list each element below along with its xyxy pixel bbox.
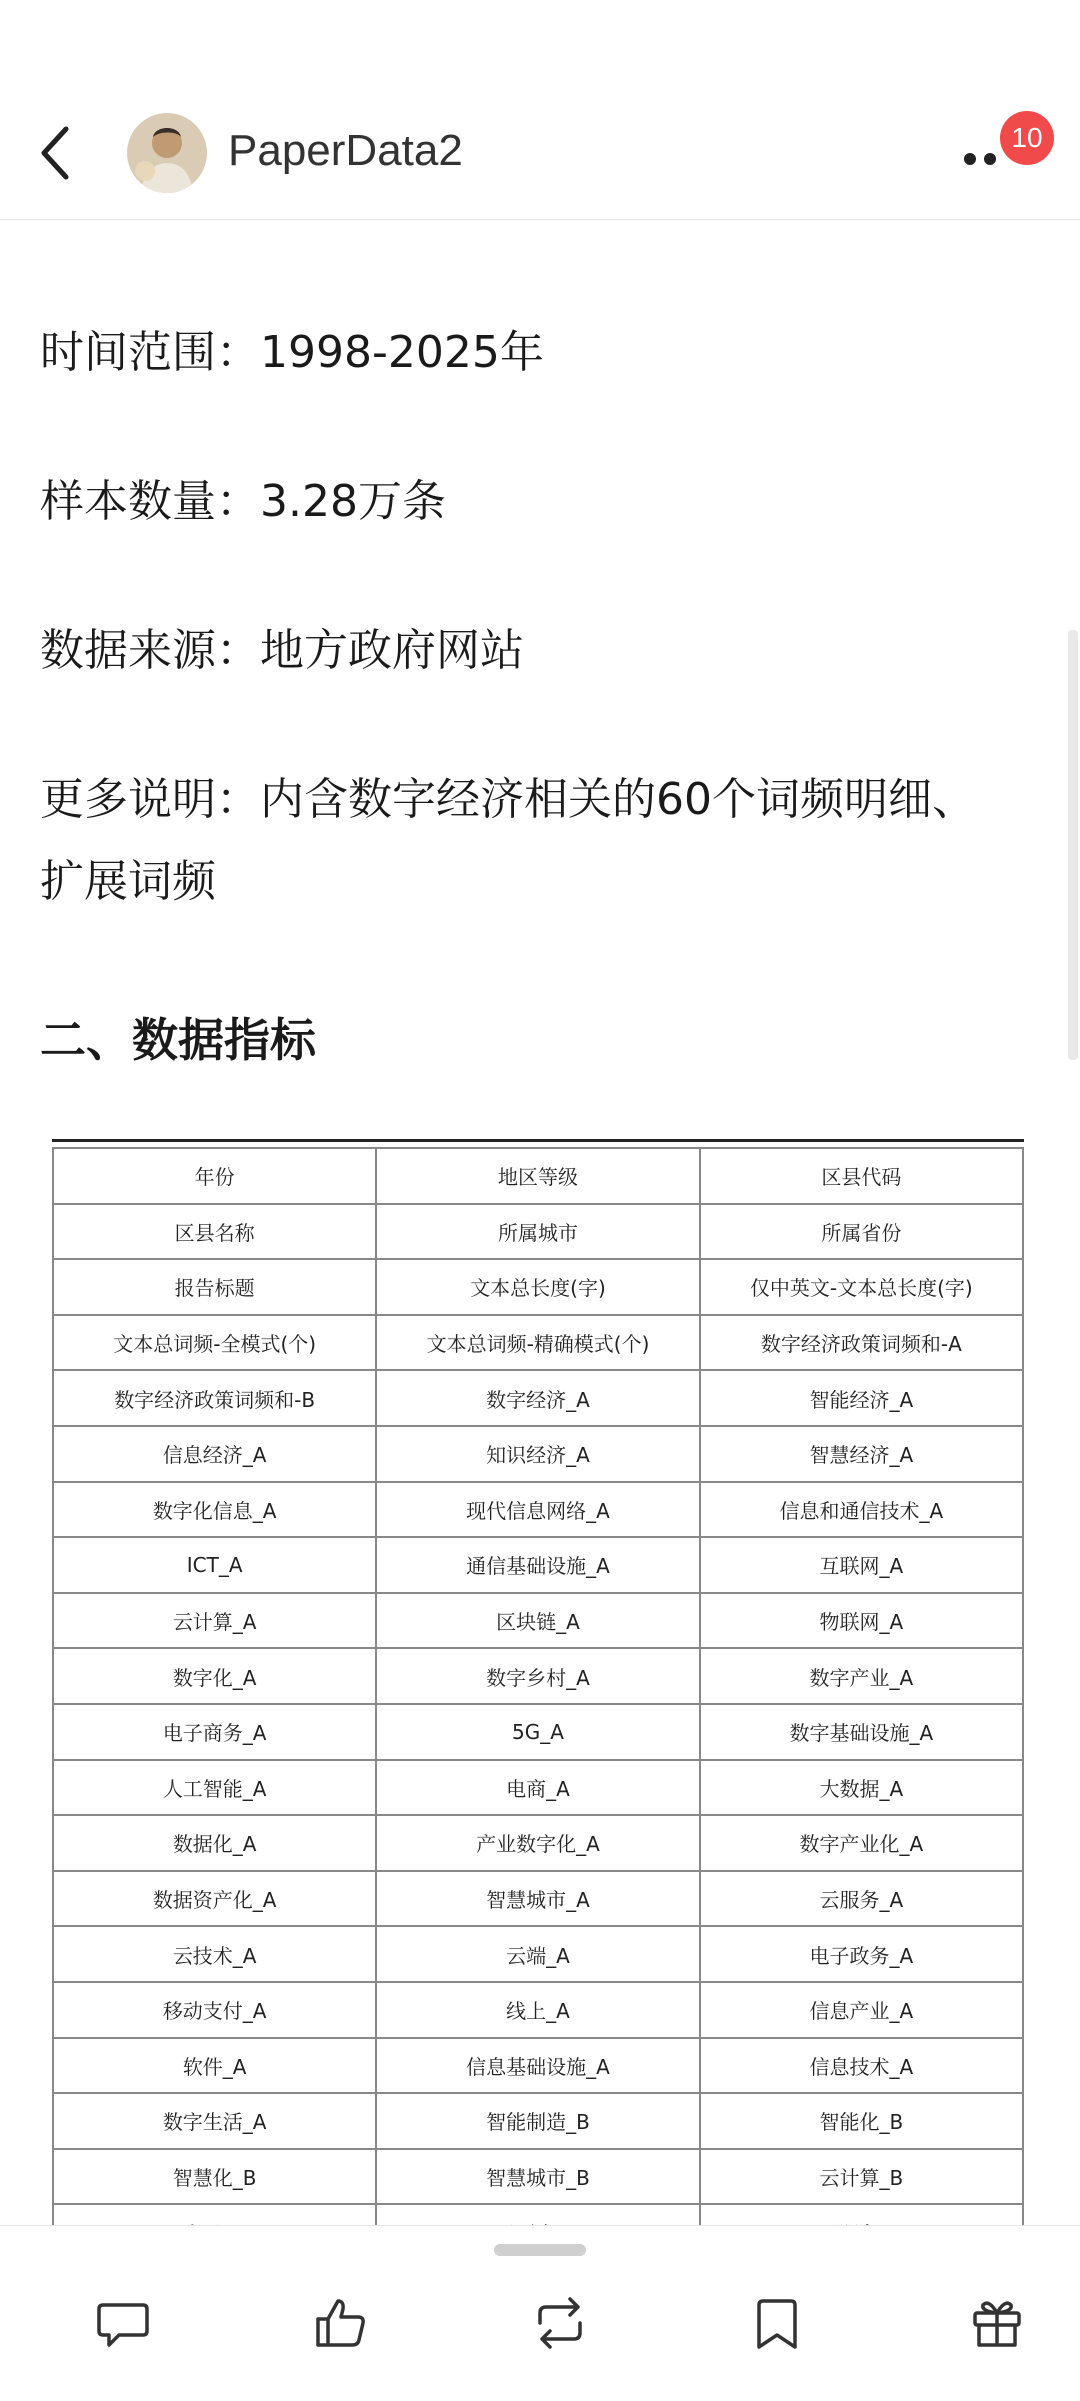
scrollbar[interactable] [1068,630,1078,1060]
table-cell: 知识经济_A [376,1426,699,1482]
table-row [53,1315,1023,1371]
gift-icon [967,2293,1027,2353]
table-cell: 数字经济政策词频和-B [53,1370,376,1426]
table-cell: 智慧化_B [53,2149,376,2205]
table-cell: 电子商务_A [53,1704,376,1760]
table-cell: 产业数字化_A [376,1815,699,1871]
back-button[interactable] [26,118,86,188]
account-name[interactable]: PaperData2 [228,126,463,175]
table-row [53,1593,1023,1649]
table-cell: 大数据_A [700,1760,1023,1816]
table-row [53,1926,1023,1982]
table-cell: 云端_A [376,1926,699,1982]
avatar[interactable] [127,113,207,193]
table-row [53,1482,1023,1538]
comment-icon [93,2293,153,2353]
table-cell: 人工智能_A [53,1760,376,1816]
table-cell: 文本总词频-精确模式(个) [376,1315,699,1371]
table-cell: 数字产业化_A [700,1815,1023,1871]
table-row [53,1871,1023,1927]
table-cell: 报告标题 [53,1259,376,1315]
table-cell: 云计算_B [700,2149,1023,2205]
table-cell: 区县代码 [700,1148,1023,1204]
table-cell: 数字化信息_A [53,1482,376,1538]
table-cell: 数字产业_A [700,1648,1023,1704]
table-row [53,1148,1023,1204]
table-cell: 信息基础设施_A [376,2038,699,2094]
indicators-table-image[interactable] [52,1139,1024,2261]
bottom-action-bar [0,2225,1080,2401]
table-cell: 数据化_A [53,1815,376,1871]
table-row [53,2038,1023,2094]
repost-icon [528,2293,592,2353]
top-header [0,0,1080,220]
table-cell: 数字经济政策词频和-A [700,1315,1023,1371]
table-cell: 年份 [53,1148,376,1204]
table-cell: 信息和通信技术_A [700,1482,1023,1538]
table-row [53,2093,1023,2149]
table-cell: 智慧经济_A [700,1426,1023,1482]
table-cell: 智能经济_A [700,1370,1023,1426]
table-cell: 现代信息网络_A [376,1482,699,1538]
table-row [53,1815,1023,1871]
like-icon [310,2293,370,2353]
table-cell: 互联网_A [700,1537,1023,1593]
table-cell: 电商_A [376,1760,699,1816]
table-cell: 物联网_A [700,1593,1023,1649]
table-cell: 数字化_A [53,1648,376,1704]
comment-button[interactable] [88,2288,158,2358]
table-row [53,1760,1023,1816]
table-cell: 数字乡村_A [376,1648,699,1704]
repost-button[interactable] [525,2288,595,2358]
chevron-left-icon [36,123,76,183]
table-row [53,1259,1023,1315]
table-cell: 智能制造_B [376,2093,699,2149]
table-cell: 5G_A [376,1704,699,1760]
table-cell: 仅中英文-文本总长度(字) [700,1259,1023,1315]
table-cell: 数字经济_A [376,1370,699,1426]
table-cell: 智慧城市_A [376,1871,699,1927]
table-cell: 云计算_A [53,1593,376,1649]
table-row [53,1648,1023,1704]
table-cell: 数字生活_A [53,2093,376,2149]
more-info-text: 更多说明：内含数字经济相关的60个词频明细、 扩展词频 [40,774,976,907]
table-cell: 移动支付_A [53,1982,376,2038]
table-row [53,1204,1023,1260]
table-cell: 文本总词频-全模式(个) [53,1315,376,1371]
table-cell: 文本总长度(字) [376,1259,699,1315]
bookmark-icon [747,2293,807,2353]
table-cell: 区块链_A [376,1593,699,1649]
table-cell: 信息技术_A [700,2038,1023,2094]
table-cell: 信息经济_A [53,1426,376,1482]
data-source-text: 数据来源：地方政府网站 [40,625,524,676]
table-cell: 智慧城市_B [376,2149,699,2205]
time-range-text: 时间范围：1998-2025年 [40,327,544,378]
table-row [53,1982,1023,2038]
table-cell: 线上_A [376,1982,699,2038]
indicators-table [52,1147,1024,2261]
like-button[interactable] [305,2288,375,2358]
sample-size-text: 样本数量：3.28万条 [40,476,446,527]
table-cell: 数字基础设施_A [700,1704,1023,1760]
bookmark-button[interactable] [742,2288,812,2358]
notification-badge: 10 [1000,111,1054,165]
table-cell: 软件_A [53,2038,376,2094]
table-row [53,2149,1023,2205]
drag-handle[interactable] [494,2244,586,2256]
table-cell: 所属省份 [700,1204,1023,1260]
table-row [53,1370,1023,1426]
table-cell: 通信基础设施_A [376,1537,699,1593]
table-cell: 电子政务_A [700,1926,1023,1982]
table-cell: 云服务_A [700,1871,1023,1927]
table-row [53,1426,1023,1482]
table-cell: 云技术_A [53,1926,376,1982]
gift-button[interactable] [962,2288,1032,2358]
table-cell: 数据资产化_A [53,1871,376,1927]
more-dots-icon [964,153,976,165]
table-cell: ICT_A [53,1537,376,1593]
table-row [53,1537,1023,1593]
table-row [53,1704,1023,1760]
section-title: 二、数据指标 [40,1013,316,1067]
table-cell: 地区等级 [376,1148,699,1204]
table-cell: 所属城市 [376,1204,699,1260]
table-cell: 信息产业_A [700,1982,1023,2038]
table-cell: 区县名称 [53,1204,376,1260]
table-cell: 智能化_B [700,2093,1023,2149]
